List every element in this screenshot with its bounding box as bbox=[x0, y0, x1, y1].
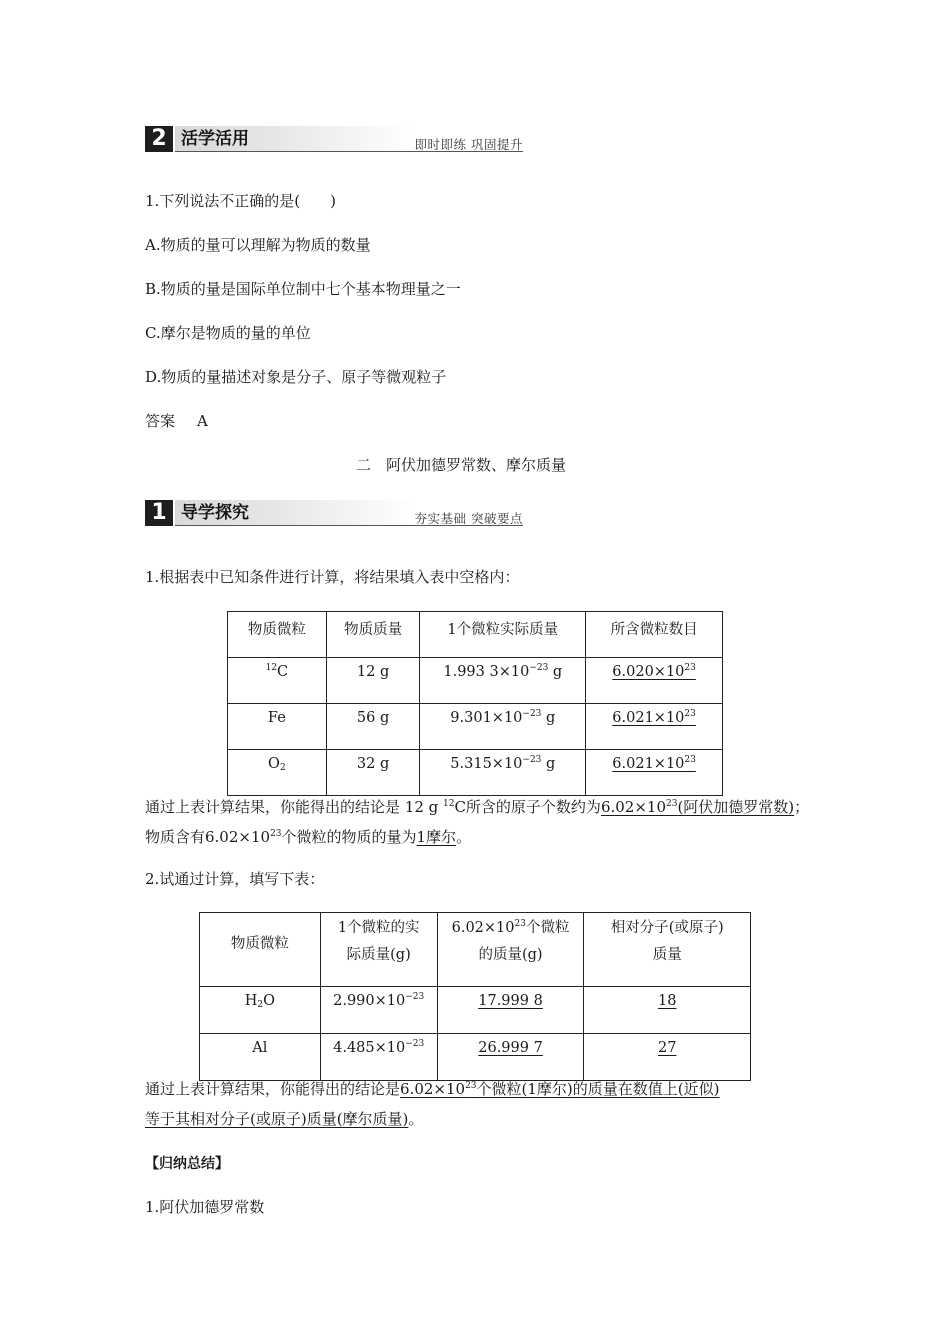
count-cell: $6.020\times 10^{23}$ bbox=[586, 658, 723, 704]
unit-mass-cell: $4.485\times 10^{-23}$ bbox=[320, 1034, 437, 1081]
conclusion-1: 通过上表计算结果，你能得出的结论是 12 g $^{12}$C所含的原子个数约为$6.02\times 10^{23}$(阿伏加德罗常数)；物质含有$6.02\times 10^{23}$个微粒的物质的量为1摩尔。 bbox=[145, 798, 810, 846]
table-header: 物质微粒 bbox=[200, 913, 321, 987]
table-header: 物质质量 bbox=[326, 612, 420, 658]
unit-mass-cell: 1.993 $3\times 10^{-23}$ g bbox=[420, 658, 586, 704]
table-header-row bbox=[200, 913, 751, 987]
total-mass-cell: 26.999 7 bbox=[437, 1034, 584, 1081]
mass-cell: 56 g bbox=[326, 704, 420, 750]
answer-value: A bbox=[197, 412, 208, 430]
section-title: 导学探究 bbox=[175, 500, 415, 526]
table-header: $6.02\times 10^{23}$个微粒 的质量(g) bbox=[437, 913, 584, 987]
table-header: 物质微粒 bbox=[228, 612, 327, 658]
section-number: 1 bbox=[145, 500, 173, 526]
total-mass-cell: 17.999 8 bbox=[437, 987, 584, 1034]
section-title: 活学活用 bbox=[175, 126, 415, 152]
table-row bbox=[228, 704, 723, 750]
particle-cell: Al bbox=[200, 1034, 321, 1081]
unit-mass-cell: $5.315\times 10^{-23}$ g bbox=[420, 750, 586, 796]
option-b: B.物质的量是国际单位制中七个基本物理量之一 bbox=[145, 280, 461, 298]
table-header-row bbox=[228, 612, 723, 658]
answer-line bbox=[145, 410, 208, 431]
particle-cell: $H_2O$ bbox=[200, 987, 321, 1034]
option-a: A.物质的量可以理解为物质的数量 bbox=[145, 236, 371, 254]
mass-cell: 32 g bbox=[326, 750, 420, 796]
relative-mass-cell: 27 bbox=[584, 1034, 751, 1081]
unit-mass-cell: $2.990\times 10^{-23}$ bbox=[320, 987, 437, 1034]
exercise-2-prompt: 2.试通过计算，填写下表： bbox=[145, 870, 325, 888]
count-cell: $6.021\times 10^{23}$ bbox=[586, 750, 723, 796]
particle-cell: $O_2$ bbox=[228, 750, 327, 796]
particle-cell: $^{12}$C bbox=[228, 658, 327, 704]
exercise-1-prompt: 1.根据表中已知条件进行计算，将结果填入表中空格内： bbox=[145, 568, 520, 586]
conclusion-2: 通过上表计算结果，你能得出的结论是$6.02\times 10^{23}$个微粒(1摩尔)的质量在数值上(近似) 等于其相对分子(或原子)质量(摩尔质量)。 bbox=[145, 1080, 720, 1128]
summary-item-1: 1.阿伏加德罗常数 bbox=[145, 1198, 265, 1216]
table-molar-mass bbox=[199, 912, 751, 1081]
option-c: C.摩尔是物质的量的单位 bbox=[145, 324, 311, 342]
relative-mass-cell: 18 bbox=[584, 987, 751, 1034]
section-number: 2 bbox=[145, 126, 173, 152]
answer-label: 答案 bbox=[145, 412, 176, 430]
table-row bbox=[228, 750, 723, 796]
table-header: 1个微粒的实 际质量(g) bbox=[320, 913, 437, 987]
unit-mass-cell: $9.301\times 10^{-23}$ g bbox=[420, 704, 586, 750]
count-cell: $6.021\times 10^{23}$ bbox=[586, 704, 723, 750]
section-banner-guided bbox=[145, 500, 523, 530]
particle-cell: Fe bbox=[228, 704, 327, 750]
subsection-heading: 二 阿伏加德罗常数、摩尔质量 bbox=[356, 456, 567, 474]
section-subtitle: 夯实基础 突破要点 bbox=[414, 511, 523, 526]
option-d: D.物质的量描述对象是分子、原子等微观粒子 bbox=[145, 368, 447, 386]
section-banner-practice bbox=[145, 126, 523, 156]
table-row bbox=[200, 987, 751, 1034]
table-header: 相对分子(或原子) 质量 bbox=[584, 913, 751, 987]
table-particle-count bbox=[227, 611, 723, 796]
question-stem: 1.下列说法不正确的是( ) bbox=[145, 192, 337, 210]
table-header: 所含微粒数目 bbox=[586, 612, 723, 658]
section-subtitle: 即时即练 巩固提升 bbox=[414, 137, 523, 152]
mass-cell: 12 g bbox=[326, 658, 420, 704]
table-header: 1个微粒实际质量 bbox=[420, 612, 586, 658]
table-row bbox=[228, 658, 723, 704]
summary-label: 【归纳总结】 bbox=[145, 1156, 229, 1172]
